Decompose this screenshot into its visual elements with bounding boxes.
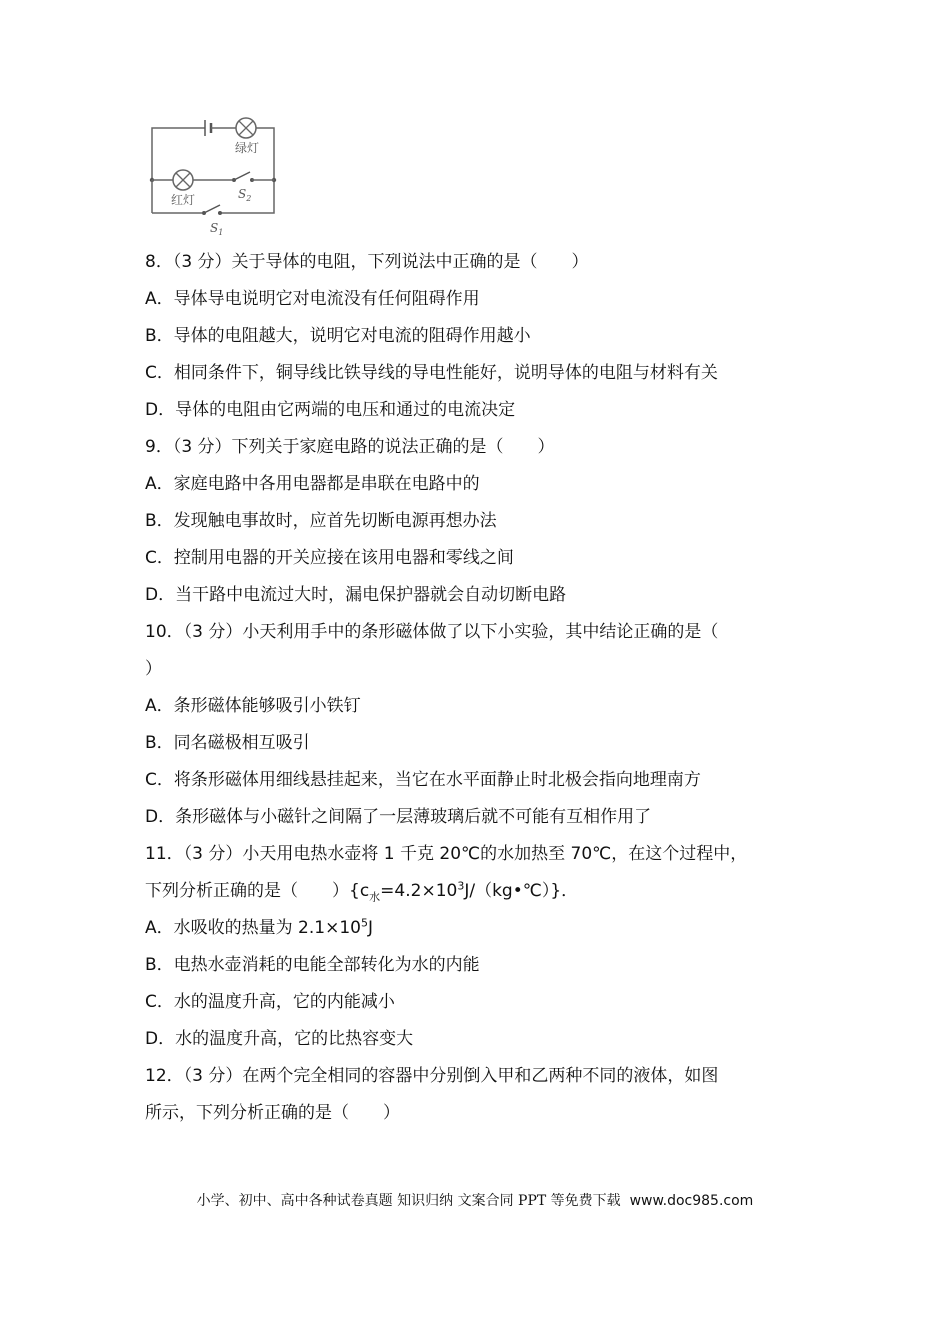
question-11-option-a — [145, 910, 810, 947]
question-8-stem: 8．（3 分）关于导体的电阻，下列说法中正确的是（ ） — [145, 252, 589, 272]
red-lamp-label: 红灯 — [171, 193, 196, 207]
question-10-option-b: B．同名磁极相互吸引 — [145, 733, 310, 753]
q11a-sup: 5 — [360, 916, 368, 930]
footer-text: 小学、初中、高中各种试卷真题 知识归纳 文案合同 PPT 等免费下载 — [196, 1193, 621, 1209]
q11-line2-pre: 下列分析正确的是（ ）{c — [145, 881, 370, 901]
question-8-option-a: A．导体导电说明它对电流没有任何阻碍作用 — [145, 289, 480, 309]
question-12-stem-line2: 所示，下列分析正确的是（ ） — [145, 1103, 400, 1123]
green-lamp-icon — [236, 118, 256, 138]
question-8-option-c: C．相同条件下，铜导线比铁导线的导电性能好，说明导体的电阻与材料有关 — [145, 363, 718, 383]
question-10-option-a: A．条形磁体能够吸引小铁钉 — [145, 696, 361, 716]
question-8-option-b: B．导体的电阻越大，说明它对电流的阻碍作用越小 — [145, 326, 531, 346]
footer-url[interactable]: www.doc985.com — [629, 1193, 754, 1209]
question-11-option-b: B．电热水壶消耗的电能全部转化为水的内能 — [145, 955, 480, 975]
question-9-option-b: B．发现触电事故时，应首先切断电源再想办法 — [145, 511, 497, 531]
switch-s1-icon — [202, 205, 222, 215]
question-list — [145, 244, 810, 1132]
q11a-pre: A．水吸收的热量为 2.1×10 — [145, 918, 361, 938]
q11a-post: J — [367, 918, 373, 938]
question-10-option-d: D．条形磁体与小磁针之间隔了一层薄玻璃后就不可能有互相作用了 — [145, 807, 652, 827]
question-9-option-c: C．控制用电器的开关应接在该用电器和零线之间 — [145, 548, 514, 568]
q11-line2-sup: 3 — [457, 879, 465, 893]
question-11-option-c: C．水的温度升高，它的内能减小 — [145, 992, 395, 1012]
red-lamp-icon — [173, 170, 193, 190]
page-footer — [0, 1190, 950, 1210]
question-11-stem-line1: 11．（3 分）小天用电热水壶将 1 千克 20℃的水加热至 70℃，在这个过程中， — [145, 844, 748, 864]
question-10-option-c: C．将条形磁体用细线悬挂起来，当它在水平面静止时北极会指向地理南方 — [145, 770, 701, 790]
q11-line2-sub: 水 — [369, 890, 381, 904]
q11-line2-post: J/（kg•℃）}． — [464, 881, 579, 901]
circuit-wire-top — [152, 128, 205, 180]
question-11-stem-line2 — [145, 873, 810, 910]
question-11-option-d: D．水的温度升高，它的比热容变大 — [145, 1029, 414, 1049]
question-10-stem-line1: 10．（3 分）小天利用手中的条形磁体做了以下小实验，其中结论正确的是（ — [145, 622, 719, 642]
question-12-stem-line1: 12．（3 分）在两个完全相同的容器中分别倒入甲和乙两种不同的液体，如图 — [145, 1066, 719, 1086]
question-9-option-a: A．家庭电路中各用电器都是串联在电路中的 — [145, 474, 480, 494]
green-lamp-label: 绿灯 — [235, 141, 260, 155]
question-8-option-d: D．导体的电阻由它两端的电压和通过的电流决定 — [145, 400, 516, 420]
circuit-diagram — [140, 110, 290, 238]
question-10-stem-line2: ） — [145, 659, 162, 679]
switch-s2-icon — [232, 172, 254, 182]
question-9-stem: 9．（3 分）下列关于家庭电路的说法正确的是（ ） — [145, 437, 555, 457]
question-9-option-d: D．当干路中电流过大时，漏电保护器就会自动切断电路 — [145, 585, 567, 605]
switch-s1-label: $S_1$ — [210, 221, 224, 237]
q11-line2-mid: =4.2×10 — [380, 881, 458, 901]
switch-s2-label: $S_2$ — [238, 187, 252, 203]
